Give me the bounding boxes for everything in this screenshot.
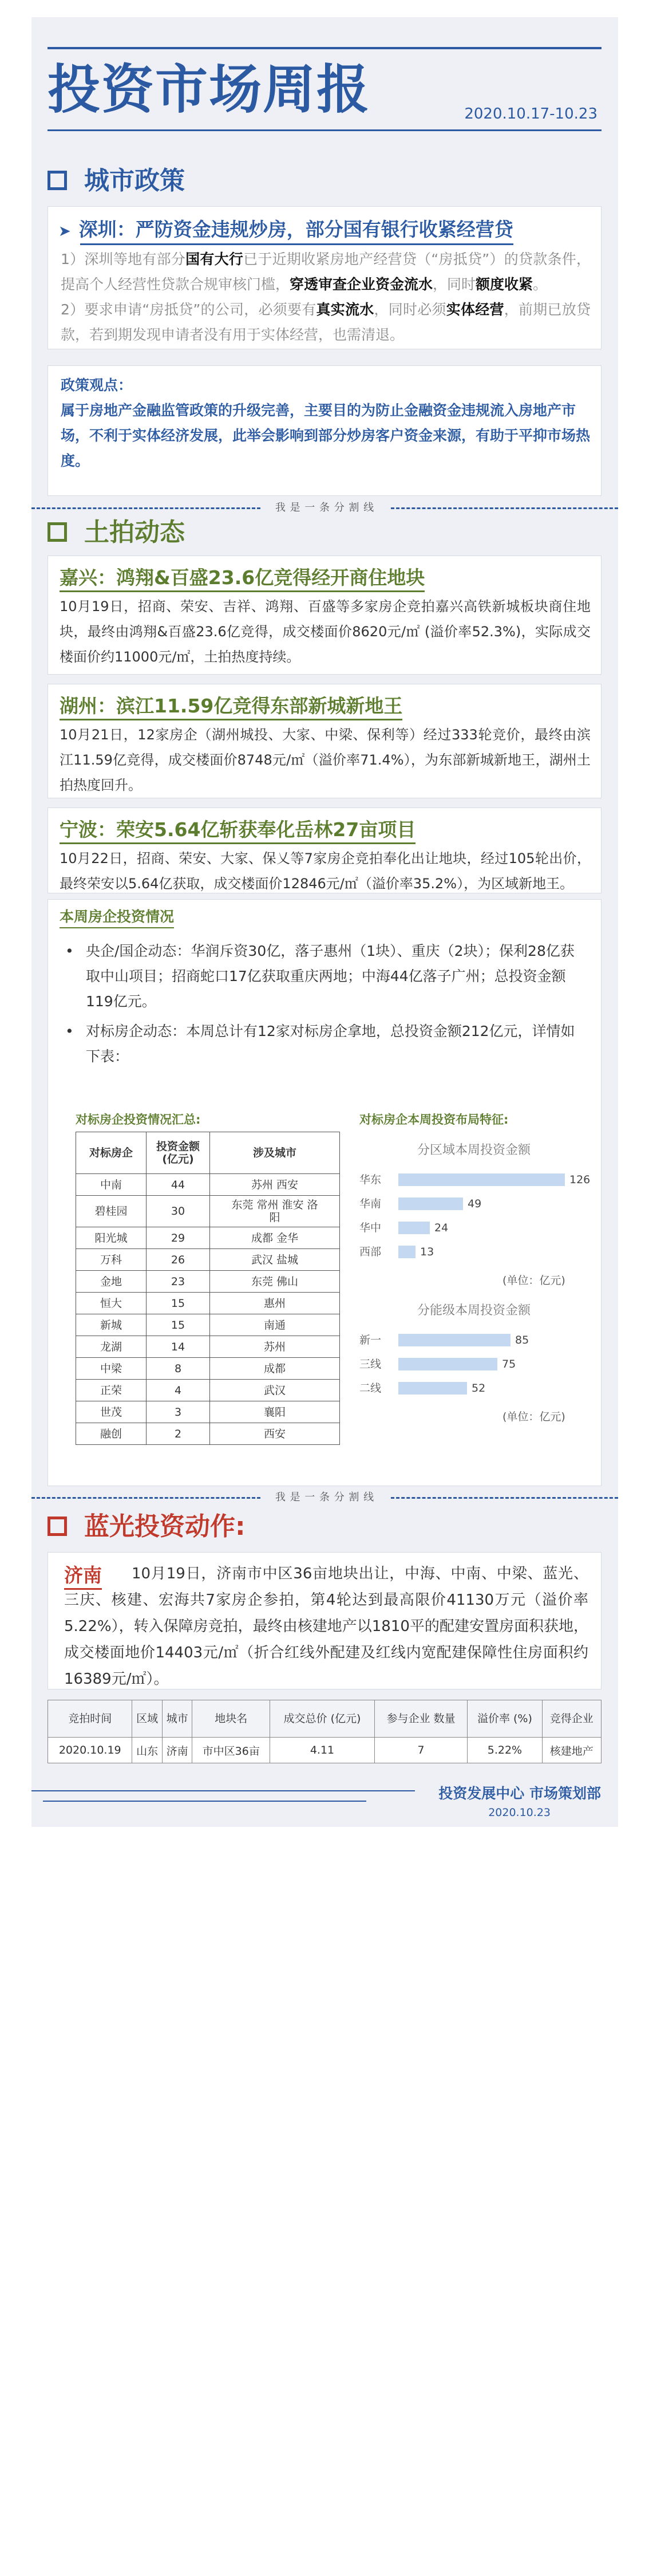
chart-section-title: 对标房企本周投资布局特征: — [359, 1113, 509, 1126]
section-land-heading — [48, 517, 185, 549]
table-cell: 惠州 — [210, 1293, 340, 1314]
table-cell: 新城 — [76, 1314, 147, 1336]
footer-rule — [43, 1801, 366, 1802]
bar — [398, 1334, 511, 1346]
section-policy-label: 城市政策 — [84, 166, 185, 195]
policy-view-label: 政策观点： — [61, 377, 133, 393]
table-cell: 15 — [147, 1293, 210, 1314]
table-cell: 西安 — [210, 1423, 340, 1445]
section-divider — [31, 499, 618, 517]
table-cell: 武汉 — [210, 1380, 340, 1401]
data-label: 49 — [468, 1198, 482, 1210]
table-header-row — [76, 1132, 340, 1174]
table-row — [76, 1336, 340, 1358]
table-row — [76, 1174, 340, 1196]
data-label: 126 — [569, 1173, 591, 1186]
deal-cell: 市中区36亩 — [192, 1738, 270, 1763]
table-row — [76, 1314, 340, 1336]
table-cell: 襄阳 — [210, 1401, 340, 1423]
report-page — [31, 17, 618, 1827]
table-cell: 中南 — [76, 1174, 147, 1196]
chart-row — [359, 1246, 588, 1258]
table-cell: 融创 — [76, 1423, 147, 1445]
table-header-cell: 涉及城市 — [210, 1132, 340, 1174]
table-cell: 29 — [147, 1227, 210, 1249]
deal-cell: 4.11 — [270, 1738, 375, 1763]
data-label: 75 — [502, 1358, 516, 1370]
policy-view-text: 属于房地产金融监管政策的升级完善，主要目的为防止金融资金违规流入房地产市场，不利于实体经济发展，此举会影响到部分炒房客户资金来源，有助于平抑市场热度。 — [61, 402, 591, 469]
table-cell: 26 — [147, 1249, 210, 1271]
table-row — [76, 1423, 340, 1445]
report-header — [31, 17, 618, 140]
land-item-body: 10月19日，招商、荣安、吉祥、鸿翔、百盛等多家房企竞拍嘉兴高铁新城板块商住地块，最终由鸿翔&百盛23.6亿竞得，成交楼面价8620元/㎡ (溢价率52.3%)，实际成交楼面价约11000元/㎡，土拍热度持续。 — [60, 598, 591, 665]
table-cell: 南通 — [210, 1314, 340, 1336]
land-item-title: 嘉兴：鸿翔&百盛23.6亿竞得经开商住地块 — [60, 563, 425, 590]
table-cell: 碧桂园 — [76, 1196, 147, 1227]
square-icon — [48, 1517, 67, 1536]
header-bottom-rule — [48, 129, 601, 131]
bar — [398, 1198, 463, 1210]
table-row — [76, 1249, 340, 1271]
section-blue-label: 蓝光投资动作: — [84, 1512, 246, 1541]
table-cell: 苏州 — [210, 1336, 340, 1358]
table-cell: 东莞 常州 淮安 洛阳 — [210, 1196, 340, 1227]
deal-header-cell: 竞拍时间 — [48, 1700, 132, 1738]
investment-bullets — [65, 939, 587, 1074]
deal-table — [48, 1700, 601, 1763]
chart-row — [359, 1173, 591, 1186]
category-label: 西部 — [359, 1246, 382, 1258]
policy-card — [48, 206, 601, 349]
land-item-body: 10月21日，12家房企（湖州城投、大家、中梁、保利等）经过333轮竞价，最终由滨江11.59亿竞得，成交楼面价8748元/㎡（溢价率71.4%），为东部新城新地王，湖州土拍热度回升。 — [60, 727, 591, 793]
table-cell: 成都 金华 — [210, 1227, 340, 1249]
table-row — [76, 1401, 340, 1423]
square-icon — [48, 171, 67, 190]
divider-text: 我 是 一 条 分 割 线 — [275, 1491, 375, 1503]
table-cell: 苏州 西安 — [210, 1174, 340, 1196]
policy-item-title — [58, 215, 513, 242]
blue-action-city: 济南 — [64, 1561, 102, 1588]
table-cell: 金地 — [76, 1271, 147, 1293]
table-cell: 中梁 — [76, 1358, 147, 1380]
table-header-cell: 投资金额 (亿元) — [147, 1132, 210, 1174]
chart-row — [359, 1358, 588, 1370]
land-item-card — [48, 556, 601, 675]
table-cell: 30 — [147, 1196, 210, 1227]
deal-header-cell: 地块名 — [192, 1700, 270, 1738]
table-cell: 2 — [147, 1423, 210, 1445]
table-cell: 东莞 佛山 — [210, 1271, 340, 1293]
chart-row — [359, 1382, 588, 1395]
policy-paragraph-2: 2）要求申请“房抵贷”的公司，必须要有真实流水，同时必须实体经营，前期已放贷款，若到期发现申请者没有用于实体经营，也需清退。 — [61, 301, 591, 343]
policy-paragraph-1: 1）深圳等地有部分国有大行已于近期收紧房地产经营贷（“房抵贷”）的贷款条件，提高个人经营性贷款合规审核门槛，穿透审查企业资金流水，同时额度收紧。 — [61, 251, 591, 293]
table-cell: 万科 — [76, 1249, 147, 1271]
land-item-body: 10月22日，招商、荣安、大家、保乂等7家房企竞拍奉化出让地块，经过105轮出价，最终荣安以5.64亿获取，成交楼面价12846元/㎡（溢价率35.2%），为区域新地王。 — [60, 850, 591, 892]
header-top-rule — [48, 47, 601, 49]
category-label: 二线 — [359, 1382, 382, 1395]
report-title: 投资市场周报 — [48, 59, 371, 120]
deal-cell: 7 — [374, 1738, 468, 1763]
table-cell: 武汉 盐城 — [210, 1249, 340, 1271]
table-cell: 阳光城 — [76, 1227, 147, 1249]
bullet-item: • 央企/国企动态：华润斥资30亿，落子惠州（1块）、重庆（2块）；保利28亿获取中山项目；招商蛇口17亿获取重庆两地；中海44亿落子广州；总投资金额119亿元。 — [65, 939, 587, 1014]
bar — [398, 1382, 467, 1395]
policy-title-underline — [80, 243, 513, 245]
bar — [398, 1173, 565, 1186]
deal-cell: 5.22% — [468, 1738, 542, 1763]
table-cell: 3 — [147, 1401, 210, 1423]
deal-header-cell: 区域 — [132, 1700, 162, 1738]
footer-date: 2020.10.23 — [488, 1806, 551, 1819]
investment-card — [48, 899, 601, 1486]
investment-table-body — [76, 1174, 340, 1445]
table-header-cell: 对标房企 — [76, 1132, 147, 1174]
report-date-range: 2020.10.17-10.23 — [464, 105, 597, 123]
policy-item-body — [61, 247, 591, 348]
table-row — [76, 1293, 340, 1314]
table-cell: 15 — [147, 1314, 210, 1336]
arrow-bullet-icon: ➤ — [58, 223, 71, 240]
chart-title: 分区域本周投资金额 — [417, 1143, 531, 1157]
investment-heading: 本周房企投资情况 — [60, 905, 174, 926]
table-cell: 14 — [147, 1336, 210, 1358]
category-label: 三线 — [359, 1358, 382, 1370]
table-cell: 23 — [147, 1271, 210, 1293]
section-policy-heading — [48, 165, 185, 197]
land-item-title: 湖州：滨江11.59亿竞得东部新城新地王 — [60, 691, 402, 718]
land-item-card — [48, 808, 601, 893]
land-item-title: 宁波：荣安5.64亿斩获奉化岳林27亩项目 — [60, 815, 415, 842]
table-cell: 龙湖 — [76, 1336, 147, 1358]
table-cell: 恒大 — [76, 1293, 147, 1314]
category-label: 华东 — [359, 1173, 382, 1186]
policy-view-card — [48, 365, 601, 496]
bar — [398, 1246, 415, 1258]
tier-bar-chart — [359, 1295, 588, 1432]
region-bar-chart — [359, 1135, 591, 1287]
deal-cell: 核建地产 — [542, 1738, 601, 1763]
divider-text: 我 是 一 条 分 割 线 — [275, 502, 375, 514]
deal-cell: 山东 — [132, 1738, 162, 1763]
blue-action-text: 10月19日，济南市中区36亩地块出让，中海、中南、中梁、蓝光、三庆、核建、宏海共7家房企参拍，第4轮达到最高限价41130万元（溢价率5.22%），转入保障房竞拍，最终由核建地产以1810平的配建安置房面积获地，成交楼面地价14403元/㎡（折合红线外配建及红线内宽配建保障性住房面积约16389元/㎡）。 — [64, 1565, 588, 1688]
category-label: 新一 — [359, 1334, 382, 1346]
data-label: 13 — [420, 1246, 434, 1258]
deal-header-cell: 参与企业 数量 — [374, 1700, 468, 1738]
chart-row — [359, 1198, 588, 1210]
bullet-item: • 对标房企动态：本周总计有12家对标房企拿地，总投资金额212亿元，详情如下表： — [65, 1019, 587, 1069]
deal-row — [48, 1738, 601, 1763]
table-row — [76, 1271, 340, 1293]
table-cell: 世茂 — [76, 1401, 147, 1423]
section-divider — [31, 1489, 618, 1506]
deal-header-row — [48, 1700, 601, 1738]
data-label: 24 — [434, 1222, 449, 1234]
category-label: 华南 — [359, 1198, 382, 1210]
table-cell: 4 — [147, 1380, 210, 1401]
table-cell: 正荣 — [76, 1380, 147, 1401]
data-label: 52 — [472, 1382, 486, 1395]
table-title: 对标房企投资情况汇总: — [76, 1113, 201, 1126]
data-label: 85 — [515, 1334, 529, 1346]
section-land-label: 土拍动态 — [84, 518, 185, 547]
deal-header-cell: 城市 — [162, 1700, 192, 1738]
deal-header-cell: 溢价率 (%) — [468, 1700, 542, 1738]
chart-unit: (单位：亿元) — [502, 1411, 565, 1423]
category-label: 华中 — [359, 1222, 382, 1234]
table-cell: 8 — [147, 1358, 210, 1380]
footer-rule — [31, 1790, 415, 1791]
bar — [398, 1222, 430, 1234]
footer-org: 投资发展中心 市场策划部 — [438, 1785, 601, 1802]
chart-row — [359, 1222, 588, 1234]
table-cell: 成都 — [210, 1358, 340, 1380]
blue-action-card — [48, 1552, 601, 1689]
policy-item-title-text: 深圳：严防资金违规炒房，部分国有银行收紧经营贷 — [78, 218, 513, 241]
table-row — [76, 1380, 340, 1401]
table-row — [76, 1227, 340, 1249]
chart-title: 分能级本周投资金额 — [417, 1303, 531, 1318]
table-cell: 44 — [147, 1174, 210, 1196]
section-blue-heading — [48, 1511, 246, 1543]
deal-header-cell: 竞得企业 — [542, 1700, 601, 1738]
table-row — [76, 1196, 340, 1227]
square-icon — [48, 522, 67, 542]
bar — [398, 1358, 497, 1370]
chart-row — [359, 1334, 588, 1346]
investment-table — [76, 1132, 340, 1445]
table-row — [76, 1358, 340, 1380]
chart-unit: (单位：亿元) — [502, 1274, 565, 1287]
report-footer — [31, 1781, 618, 1827]
deal-cell: 济南 — [162, 1738, 192, 1763]
deal-cell: 2020.10.19 — [48, 1738, 132, 1763]
land-item-card — [48, 684, 601, 798]
deal-header-cell: 成交总价 (亿元) — [270, 1700, 375, 1738]
